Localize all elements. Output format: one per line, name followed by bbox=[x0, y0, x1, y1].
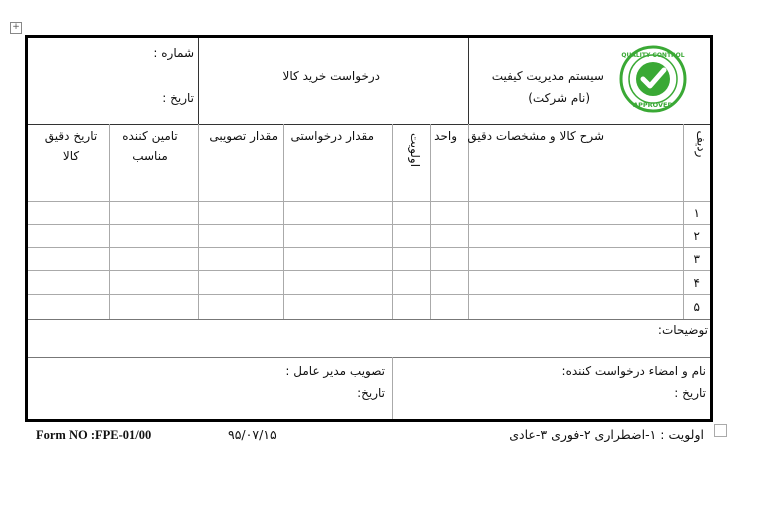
col-header-priority: اولویت bbox=[408, 132, 423, 168]
col-header-requested-qty: مقدار درخواستی bbox=[290, 129, 374, 143]
col-header-exact-date bbox=[36, 128, 106, 164]
col-header-exact-date-line2: کالا bbox=[62, 149, 80, 163]
number-label: شماره : bbox=[153, 46, 194, 60]
col-header-supplier-line2: مناسب bbox=[132, 149, 168, 163]
col-header-description: شرح کالا و مشخصات دقیق bbox=[467, 129, 604, 143]
priority-legend: اولویت : ۱-اضطراری ۲-فوری ۳-عادی bbox=[509, 427, 704, 442]
row-number: ۴ bbox=[693, 276, 700, 290]
notes-label: توضیحات: bbox=[657, 323, 708, 337]
col-header-supplier-line1: تامین کننده bbox=[122, 129, 178, 143]
col-header-approved-qty: مقدار تصویبی bbox=[209, 129, 278, 143]
quality-control-seal-icon bbox=[618, 44, 688, 114]
table-move-handle[interactable]: + bbox=[10, 22, 22, 34]
ceo-approval-label: تصویب مدیر عامل : bbox=[285, 364, 385, 378]
footer-date: ۹۵/۰۷/۱۵ bbox=[228, 427, 277, 442]
ceo-date: تاریخ: bbox=[357, 386, 385, 400]
form-title: درخواست خرید کالا bbox=[282, 69, 380, 83]
quality-control-approved-logo bbox=[618, 44, 688, 114]
col-header-unit: واحد bbox=[434, 129, 457, 143]
row-number: ۵ bbox=[693, 300, 700, 314]
form-number: Form NO :FPE-01/00 bbox=[36, 428, 152, 442]
row-number: ۳ bbox=[693, 252, 700, 266]
col-header-exact-date-line1: تاریخ دقیق bbox=[44, 129, 98, 143]
system-title: سیستم مدیریت کیفیت bbox=[491, 69, 604, 83]
col-header-supplier bbox=[110, 128, 190, 164]
row-number: ۱ bbox=[693, 206, 700, 220]
purchase-request-form bbox=[25, 35, 713, 422]
header-date-label: تاریخ : bbox=[162, 91, 194, 105]
row-number: ۲ bbox=[693, 229, 700, 243]
company-name: (نام شرکت) bbox=[528, 91, 590, 105]
requester-label: نام و امضاء درخواست کننده: bbox=[561, 364, 706, 378]
requester-date: تاریخ : bbox=[674, 386, 706, 400]
footer-checkbox[interactable] bbox=[714, 424, 727, 437]
svg-text:QUALITY CONTROL: QUALITY CONTROL bbox=[621, 52, 685, 59]
col-header-row-no: ردیف bbox=[694, 130, 709, 158]
svg-text:APPROVED: APPROVED bbox=[633, 101, 673, 109]
